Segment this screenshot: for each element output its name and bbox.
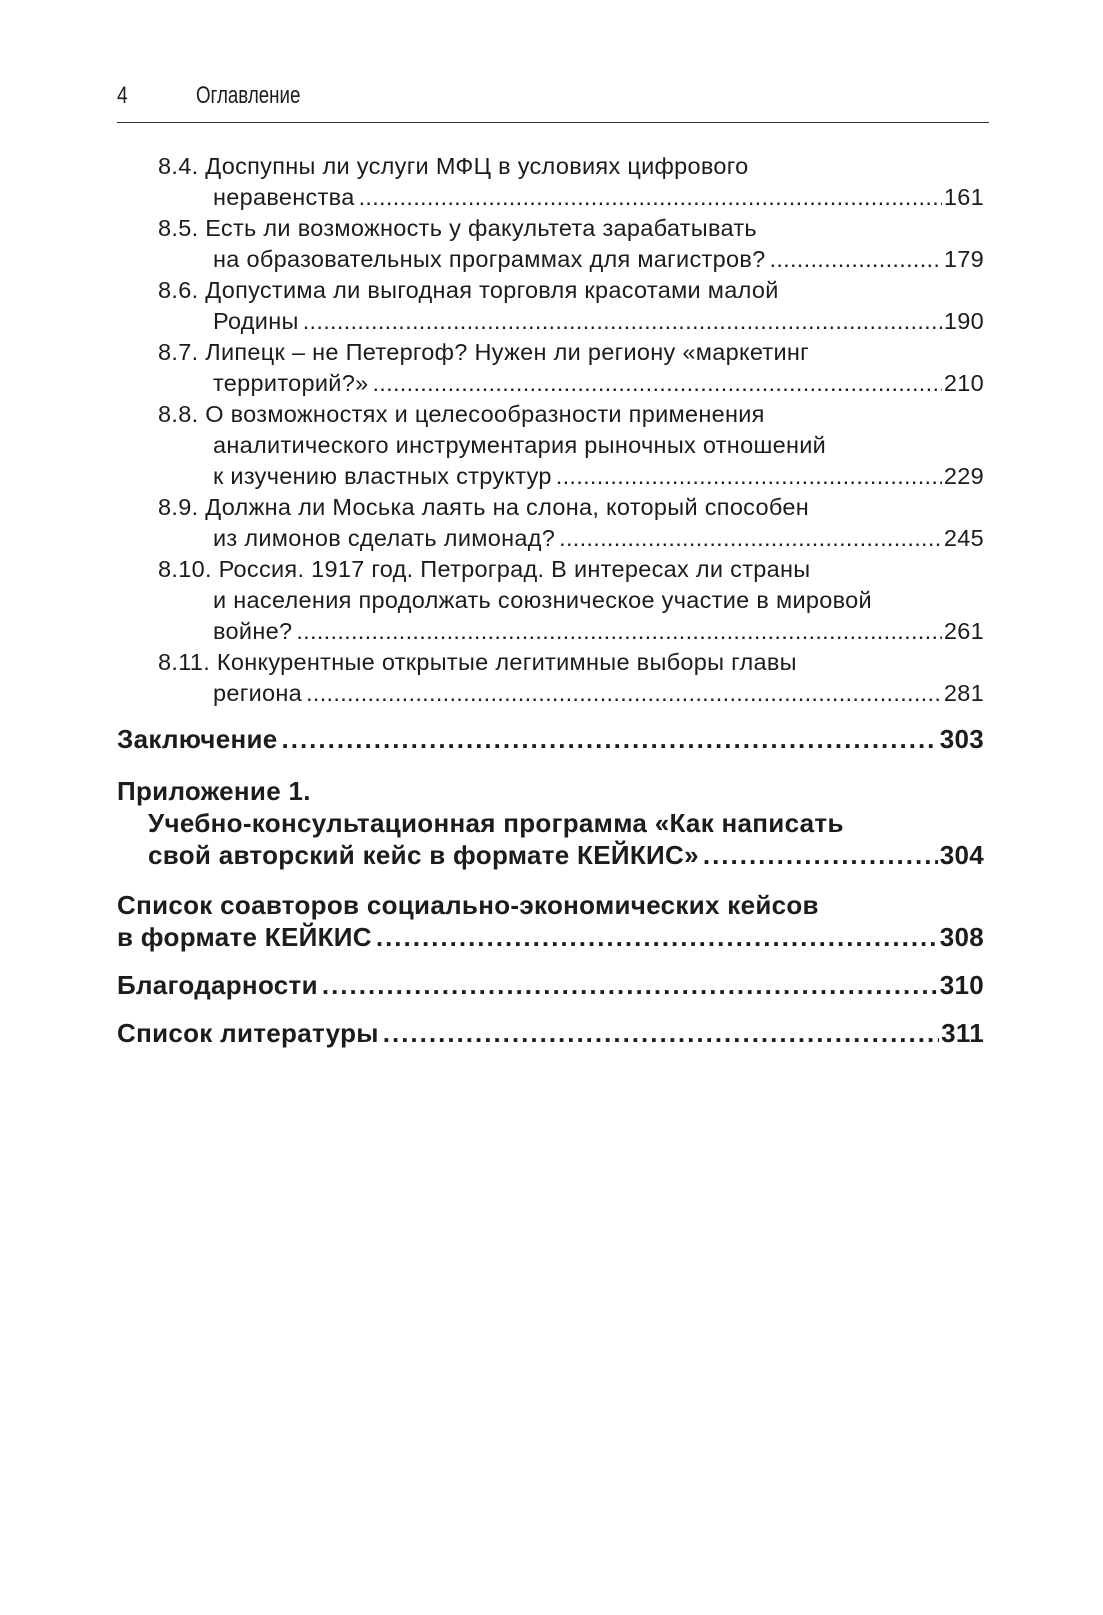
toc-line: 8.9. Должна ли Моська лаять на слона, который способен bbox=[158, 494, 810, 520]
toc-line: и населения продолжать союзническое участие в мировой bbox=[213, 587, 872, 613]
page-number: 4 bbox=[117, 82, 128, 109]
dot-leader bbox=[318, 969, 938, 1001]
dot-leader bbox=[765, 244, 941, 275]
toc-line: к изучению властных структур ..... 229 bbox=[158, 461, 984, 492]
toc-entry-8-6[interactable] bbox=[158, 275, 984, 337]
toc-line: территорий?» ..... 210 bbox=[158, 368, 984, 399]
toc-entry-8-10[interactable] bbox=[158, 554, 984, 647]
toc-line: Благодарности ..... 310 bbox=[117, 969, 984, 1001]
toc-line: 8.4. Доспупны ли услуги МФЦ в условиях цифрового bbox=[158, 153, 749, 179]
toc-line: 8.6. Допустима ли выгодная торговля красотами малой bbox=[158, 277, 779, 303]
toc-page-number: 311 bbox=[941, 1018, 984, 1048]
toc-page-number: 308 bbox=[939, 922, 984, 952]
running-title: Оглавление bbox=[196, 82, 301, 109]
toc-entry-8-9[interactable] bbox=[158, 492, 984, 554]
dot-leader bbox=[278, 723, 938, 755]
toc-page-number: 261 bbox=[943, 618, 984, 644]
toc-line: в формате КЕЙКИС ..... 308 bbox=[117, 921, 984, 953]
toc-line: из лимонов сделать лимонад? ..... 245 bbox=[158, 523, 984, 554]
toc-page-number: 310 bbox=[939, 970, 984, 1000]
toc-page-number: 245 bbox=[943, 525, 984, 551]
toc-page-number: 179 bbox=[943, 246, 984, 272]
dot-leader bbox=[368, 368, 941, 399]
dot-leader bbox=[292, 616, 942, 647]
dot-leader bbox=[372, 921, 938, 953]
toc-entry-acknowledgements[interactable] bbox=[117, 969, 984, 1001]
toc-line: 8.8. О возможностях и целесообразности применения bbox=[158, 401, 765, 427]
dot-leader bbox=[379, 1017, 939, 1049]
dot-leader bbox=[299, 306, 942, 337]
toc-page-number: 161 bbox=[943, 184, 984, 210]
toc-line: Список соавторов социально-экономических кейсов bbox=[117, 890, 819, 920]
toc-page-number: 304 bbox=[939, 840, 984, 870]
toc-page-number: 303 bbox=[939, 724, 984, 754]
toc-line: неравенства ..... 161 bbox=[158, 182, 984, 213]
toc-line: региона ..... 281 bbox=[158, 678, 984, 709]
toc-line: на образовательных программах для магистров? ..... 179 bbox=[158, 244, 984, 275]
dot-leader bbox=[552, 461, 942, 492]
toc-line: Приложение 1. bbox=[117, 776, 311, 806]
toc-entry-8-4[interactable] bbox=[158, 151, 984, 213]
table-of-contents bbox=[117, 151, 984, 1049]
toc-entry-8-5[interactable] bbox=[158, 213, 984, 275]
running-header bbox=[117, 76, 989, 123]
dot-leader bbox=[699, 839, 938, 871]
toc-entry-appendix-1[interactable] bbox=[117, 775, 984, 871]
toc-page-number: 229 bbox=[943, 463, 984, 489]
toc-line: Родины ..... 190 bbox=[158, 306, 984, 337]
toc-line: Заключение ..... 303 bbox=[117, 723, 984, 755]
toc-line: свой авторский кейс в формате КЕЙКИС» ..... 304 bbox=[117, 839, 984, 871]
toc-line: 8.10. Россия. 1917 год. Петроград. В интересах ли страны bbox=[158, 556, 811, 582]
toc-line: Учебно-консультационная программа «Как написать bbox=[148, 808, 844, 838]
toc-entry-conclusion[interactable] bbox=[117, 723, 984, 755]
toc-entry-references[interactable] bbox=[117, 1017, 984, 1049]
dot-leader bbox=[355, 182, 942, 213]
toc-entry-8-11[interactable] bbox=[158, 647, 984, 709]
toc-line: войне? ..... 261 bbox=[158, 616, 984, 647]
toc-entry-8-8[interactable] bbox=[158, 399, 984, 492]
toc-page-number: 210 bbox=[943, 370, 984, 396]
toc-entry-coauthors[interactable] bbox=[117, 889, 984, 953]
toc-line: 8.5. Есть ли возможность у факультета зарабатывать bbox=[158, 215, 757, 241]
toc-line: 8.7. Липецк – не Петергоф? Нужен ли региону «маркетинг bbox=[158, 339, 810, 365]
toc-entry-8-7[interactable] bbox=[158, 337, 984, 399]
toc-line: 8.11. Конкурентные открытые легитимные выборы главы bbox=[158, 649, 797, 675]
toc-line: аналитического инструментария рыночных отношений bbox=[213, 432, 827, 458]
dot-leader bbox=[302, 678, 942, 709]
dot-leader bbox=[555, 523, 942, 554]
toc-line: Список литературы ..... 311 bbox=[117, 1017, 984, 1049]
toc-page-number: 190 bbox=[943, 308, 984, 334]
toc-page-number: 281 bbox=[943, 680, 984, 706]
